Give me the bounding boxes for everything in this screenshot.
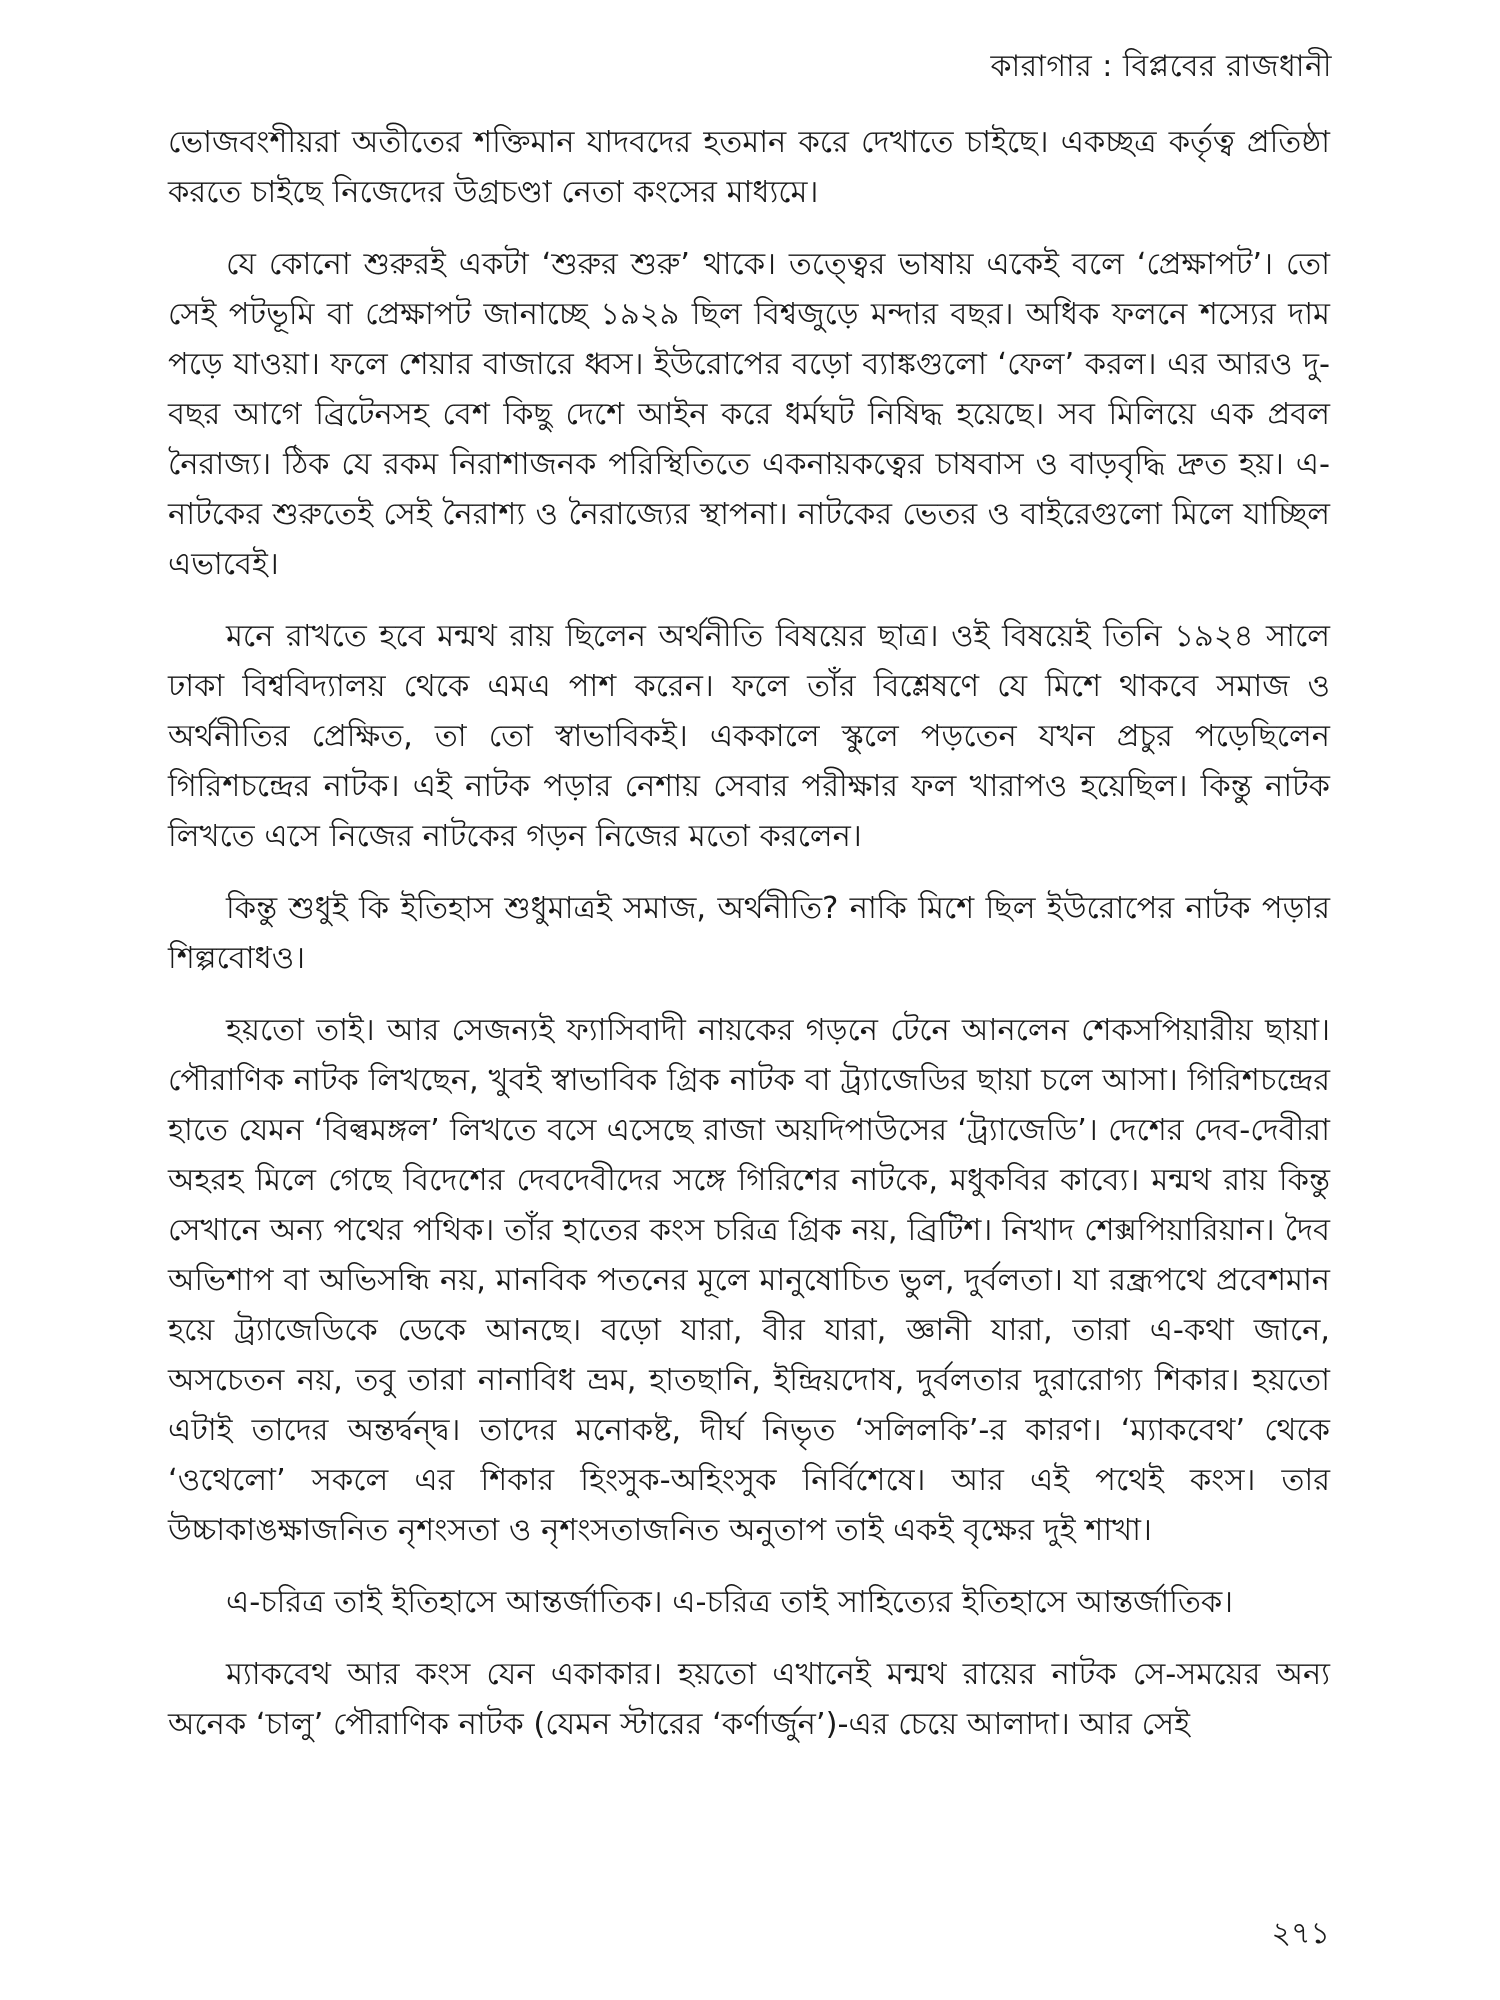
- paragraph-3: মনে রাখতে হবে মন্মথ রায় ছিলেন অর্থনীতি বিষয়ের ছাত্র। ওই বিষয়েই তিনি ১৯২৪ সালে ঢাকা বিশ্ববিদ্যালয় থেকে এমএ পাশ করেন। ফলে তাঁর বিশ্লেষণে যে মিশে থাকবে সমাজ ও অর্থনীতির প্রেক্ষিত, তা তো স্বাভাবিকই। এককালে স্কুলে পড়তেন যখন প্রচুর পড়েছিলেন গিরিশচন্দ্রের নাটক। এই নাটক পড়ার নেশায় সেবার পরীক্ষার ফল খারাপও হয়েছিল। কিন্তু নাটক লিখতে এসে নিজের নাটকের গড়ন নিজের মতো করলেন।: [168, 619, 1330, 854]
- paragraph-5: হয়তো তাই। আর সেজন্যই ফ্যাসিবাদী নায়কের গড়নে টেনে আনলেন শেকসপিয়ারীয় ছায়া। পৌরাণিক নাটক লিখছেন, খুবই স্বাভাবিক গ্রিক নাটক বা ট্র্যাজেডির ছায়া চলে আসা। গিরিশচন্দ্রের হাতে যেমন ‘বিল্বমঙ্গল’ লিখতে বসে এসেছে রাজা অয়দিপাউসের ‘ট্র্যাজেডি’। দেশের দেব-দেবীরা অহরহ মিলে গেছে বিদেশের দেবদেবীদের সঙ্গে গিরিশের নাটকে, মধুকবির কাব্যে। মন্মথ রায় কিন্তু সেখানে অন্য পথের পথিক। তাঁর হাতের কংস চরিত্র গ্রিক নয়, ব্রিটিশ। নিখাদ শেক্সপিয়ারিয়ান। দৈব অভিশাপ বা অভিসন্ধি নয়, মানবিক পতনের মূলে মানুষোচিত ভুল, দুর্বলতা। যা রন্ধ্রপথে প্রবেশমান হয়ে ট্র্যাজেডিকে ডেকে আনছে। বড়ো যারা, বীর যারা, জ্ঞানী যারা, তারা এ-কথা জানে, অসচেতন নয়, তবু তারা নানাবিধ ভ্রম, হাতছানি, ইন্দ্রিয়দোষ, দুর্বলতার দুরারোগ্য শিকার। হয়তো এটাই তাদের অন্তর্দ্বন্দ্ব। তাদের মনোকষ্ট, দীর্ঘ নিভৃত ‘সলিলকি’-র কারণ। ‘ম্যাকবেথ’ থেকে ‘ওথেলো’ সকলে এর শিকার হিংসুক-অহিংসুক নির্বিশেষে। আর এই পথেই কংস। তার উচ্চাকাঙক্ষাজনিত নৃশংসতা ও নৃশংসতাজনিত অনুতাপ তাই একই বৃক্ষের দুই শাখা।: [168, 1013, 1330, 1548]
- paragraph-1: ভোজবংশীয়রা অতীতের শক্তিমান যাদবদের হতমান করে দেখাতে চাইছে। একচ্ছত্র কর্তৃত্ব প্রতিষ্ঠা করতে চাইছে নিজেদের উগ্রচণ্ডা নেতা কংসের মাধ্যমে।: [168, 125, 1330, 210]
- running-header-title: কারাগার : বিপ্লবের রাজধানী: [990, 49, 1332, 84]
- paragraph-4: কিন্তু শুধুই কি ইতিহাস শুধুমাত্রই সমাজ, অর্থনীতি? নাকি মিশে ছিল ইউরোপের নাটক পড়ার শিল্পবোধও।: [168, 891, 1330, 976]
- paragraph-6: এ-চরিত্র তাই ইতিহাসে আন্তর্জাতিক। এ-চরিত্র তাই সাহিত্যের ইতিহাসে আন্তর্জাতিক।: [226, 1585, 1234, 1620]
- paragraph-2: যে কোনো শুরুরই একটা ‘শুরুর শুরু’ থাকে। তত্ত্বের ভাষায় একেই বলে ‘প্রেক্ষাপট’। তো সেই পটভূমি বা প্রেক্ষাপট জানাচ্ছে ১৯২৯ ছিল বিশ্বজুড়ে মন্দার বছর। অধিক ফলনে শস্যের দাম পড়ে যাওয়া। ফলে শেয়ার বাজারে ধ্বস। ইউরোপের বড়ো ব্যাঙ্কগুলো ‘ফেল’ করল। এর আরও দু-বছর আগে ব্রিটেনসহ বেশ কিছু দেশে আইন করে ধর্মঘট নিষিদ্ধ হয়েছে। সব মিলিয়ে এক প্রবল নৈরাজ্য। ঠিক যে রকম নিরাশাজনক পরিস্থিতিতে একনায়কত্বের চাষবাস ও বাড়বৃদ্ধি দ্রুত হয়। এ-নাটকের শুরুতেই সেই নৈরাশ্য ও নৈরাজ্যের স্থাপনা। নাটকের ভেতর ও বাইরেগুলো মিলে যাচ্ছিল এভাবেই।: [168, 247, 1330, 582]
- paragraph-7: ম্যাকবেথ আর কংস যেন একাকার। হয়তো এখানেই মন্মথ রায়ের নাটক সে-সময়ের অন্য অনেক ‘চালু’ পৌরাণিক নাটক (যেমন স্টারের ‘কর্ণার্জুন’)-এর চেয়ে আলাদা। আর সেই: [168, 1657, 1330, 1742]
- body-text: [168, 118, 1330, 1772]
- page-number: ২৭১: [1271, 1916, 1330, 1951]
